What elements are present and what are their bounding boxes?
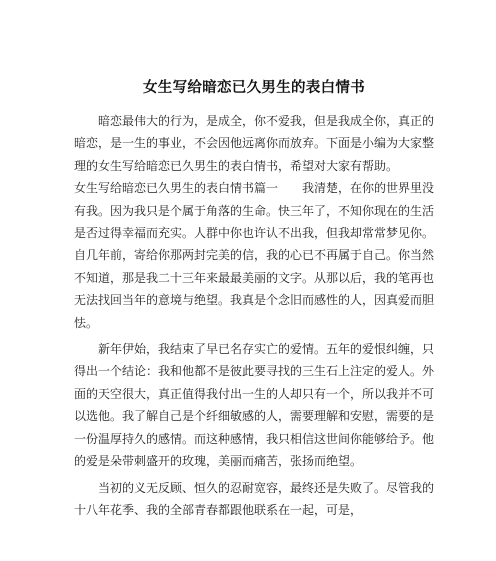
article-body [74, 110, 434, 521]
devotion-paragraph: 当初的义无反顾、恒久的忍耐宽容，最终还是失败了。尽管我的十八年花季、我的全部青春都跟他联系在一起，可是， [74, 480, 435, 517]
letter-one-paragraph: 女生写给暗恋已久男生的表白情书篇一 我清楚，在你的世界里没有我。因为我只是个属于角落的生命。快三年了，不知你现在的生活是否过得幸福而充实。人群中你也许认不出我，但我却常常梦见你。自几年前，寄给你那两封完美的信，我的心已不再属于自己。你当然不知道，那是我二十三年来最最美丽的文字。从那以后，我的笔再也无法找回当年的意境与绝望。我真是个念旧而感性的人，因真爱而胆怯。 [74, 181, 435, 330]
intro-paragraph: 暗恋最伟大的行为，是成全，你不爱我，但是我成全你，真正的暗恋，是一生的事业，不会因他远离你而放弃。下面是小编为大家整理的女生写给暗恋已久男生的表白情书，希望对大家有帮助。 [74, 114, 435, 173]
article [74, 0, 434, 521]
article-title: 女生写给暗恋已久男生的表白情书 [143, 79, 365, 96]
new-year-paragraph: 新年伊始，我结束了早已名存实亡的爱情。五年的爱恨纠缠，只得出一个结论：我和他都不是彼此要寻找的三生石上注定的爱人。外面的天空很大，真正值得我付出一生的人却只有一个，所以我并不可以选他。我了解自己是个纤细敏感的人，需要理解和安慰，需要的是一份温厚持久的感情。而这种感情，我只相信这世间你能够给予。他的爱是朵带刺盛开的玫瑰，美丽而痛苦，张扬而绝望。 [74, 342, 435, 469]
